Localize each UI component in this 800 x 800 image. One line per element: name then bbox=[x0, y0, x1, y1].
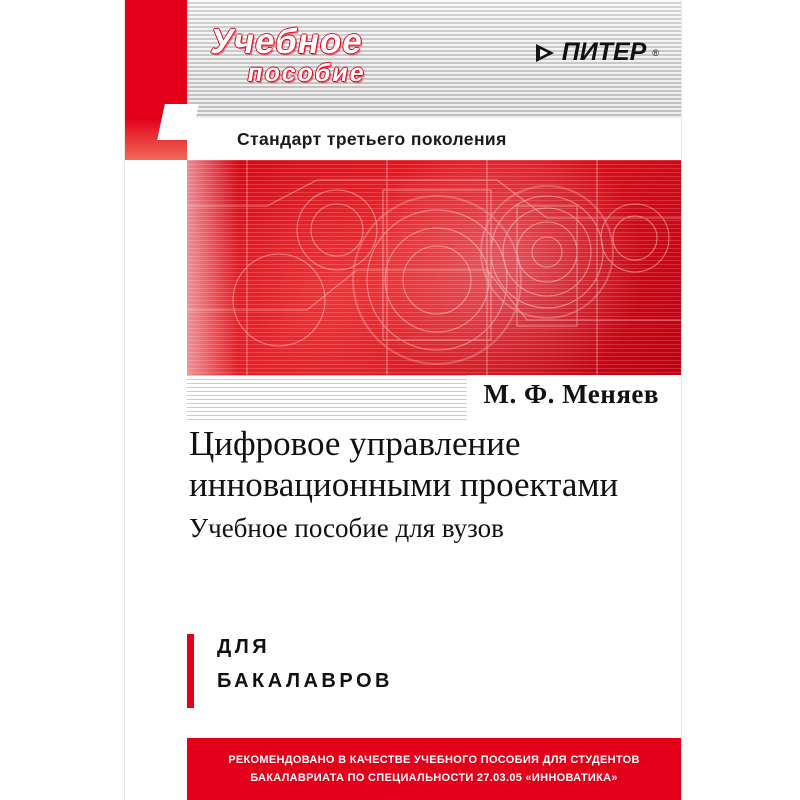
author-band bbox=[187, 375, 681, 421]
author-name: М. Ф. Меняев bbox=[483, 379, 659, 409]
footer-line2: БАКАЛАВРИАТА ПО СПЕЦИАЛЬНОСТИ 27.03.05 «ИННОВАТИКА» bbox=[250, 771, 618, 784]
audience-line1: ДЛЯ bbox=[217, 636, 271, 658]
book-cover bbox=[125, 0, 681, 800]
artwork-left-fade bbox=[187, 160, 239, 375]
series-badge-line1: Учебное bbox=[207, 22, 367, 61]
red-corner-block bbox=[125, 0, 187, 118]
author-band-stripes-texture bbox=[187, 375, 467, 421]
publisher-mark-icon bbox=[534, 42, 556, 64]
standard-line-text: Стандарт третьего поколения bbox=[237, 128, 507, 149]
audience-line2: БАКАЛАВРОВ bbox=[217, 670, 393, 692]
artwork-scanlines-texture bbox=[187, 160, 681, 375]
audience-block bbox=[187, 630, 681, 712]
series-badge-line2: пособие bbox=[245, 59, 369, 87]
recommendation-footer bbox=[187, 738, 681, 800]
publisher-name: ПИТЕР bbox=[561, 38, 647, 66]
left-white-margin bbox=[125, 160, 187, 800]
series-badge bbox=[204, 24, 375, 86]
cover-artwork bbox=[187, 160, 681, 375]
footer-line1: РЕКОМЕНДОВАНО В КАЧЕСТВЕ УЧЕБНОГО ПОСОБИЯ ДЛЯ СТУДЕНТОВ bbox=[228, 754, 640, 767]
publisher-logo bbox=[534, 38, 659, 67]
footer-white-gap bbox=[187, 724, 681, 738]
book-subtitle: Учебное пособие для вузов bbox=[189, 513, 504, 544]
book-title: Цифровое управление инновационными проектами bbox=[189, 424, 619, 504]
audience-accent-bar bbox=[187, 634, 194, 708]
registered-mark-icon: ® bbox=[652, 47, 659, 58]
standard-line bbox=[187, 118, 681, 160]
title-block bbox=[187, 424, 681, 545]
